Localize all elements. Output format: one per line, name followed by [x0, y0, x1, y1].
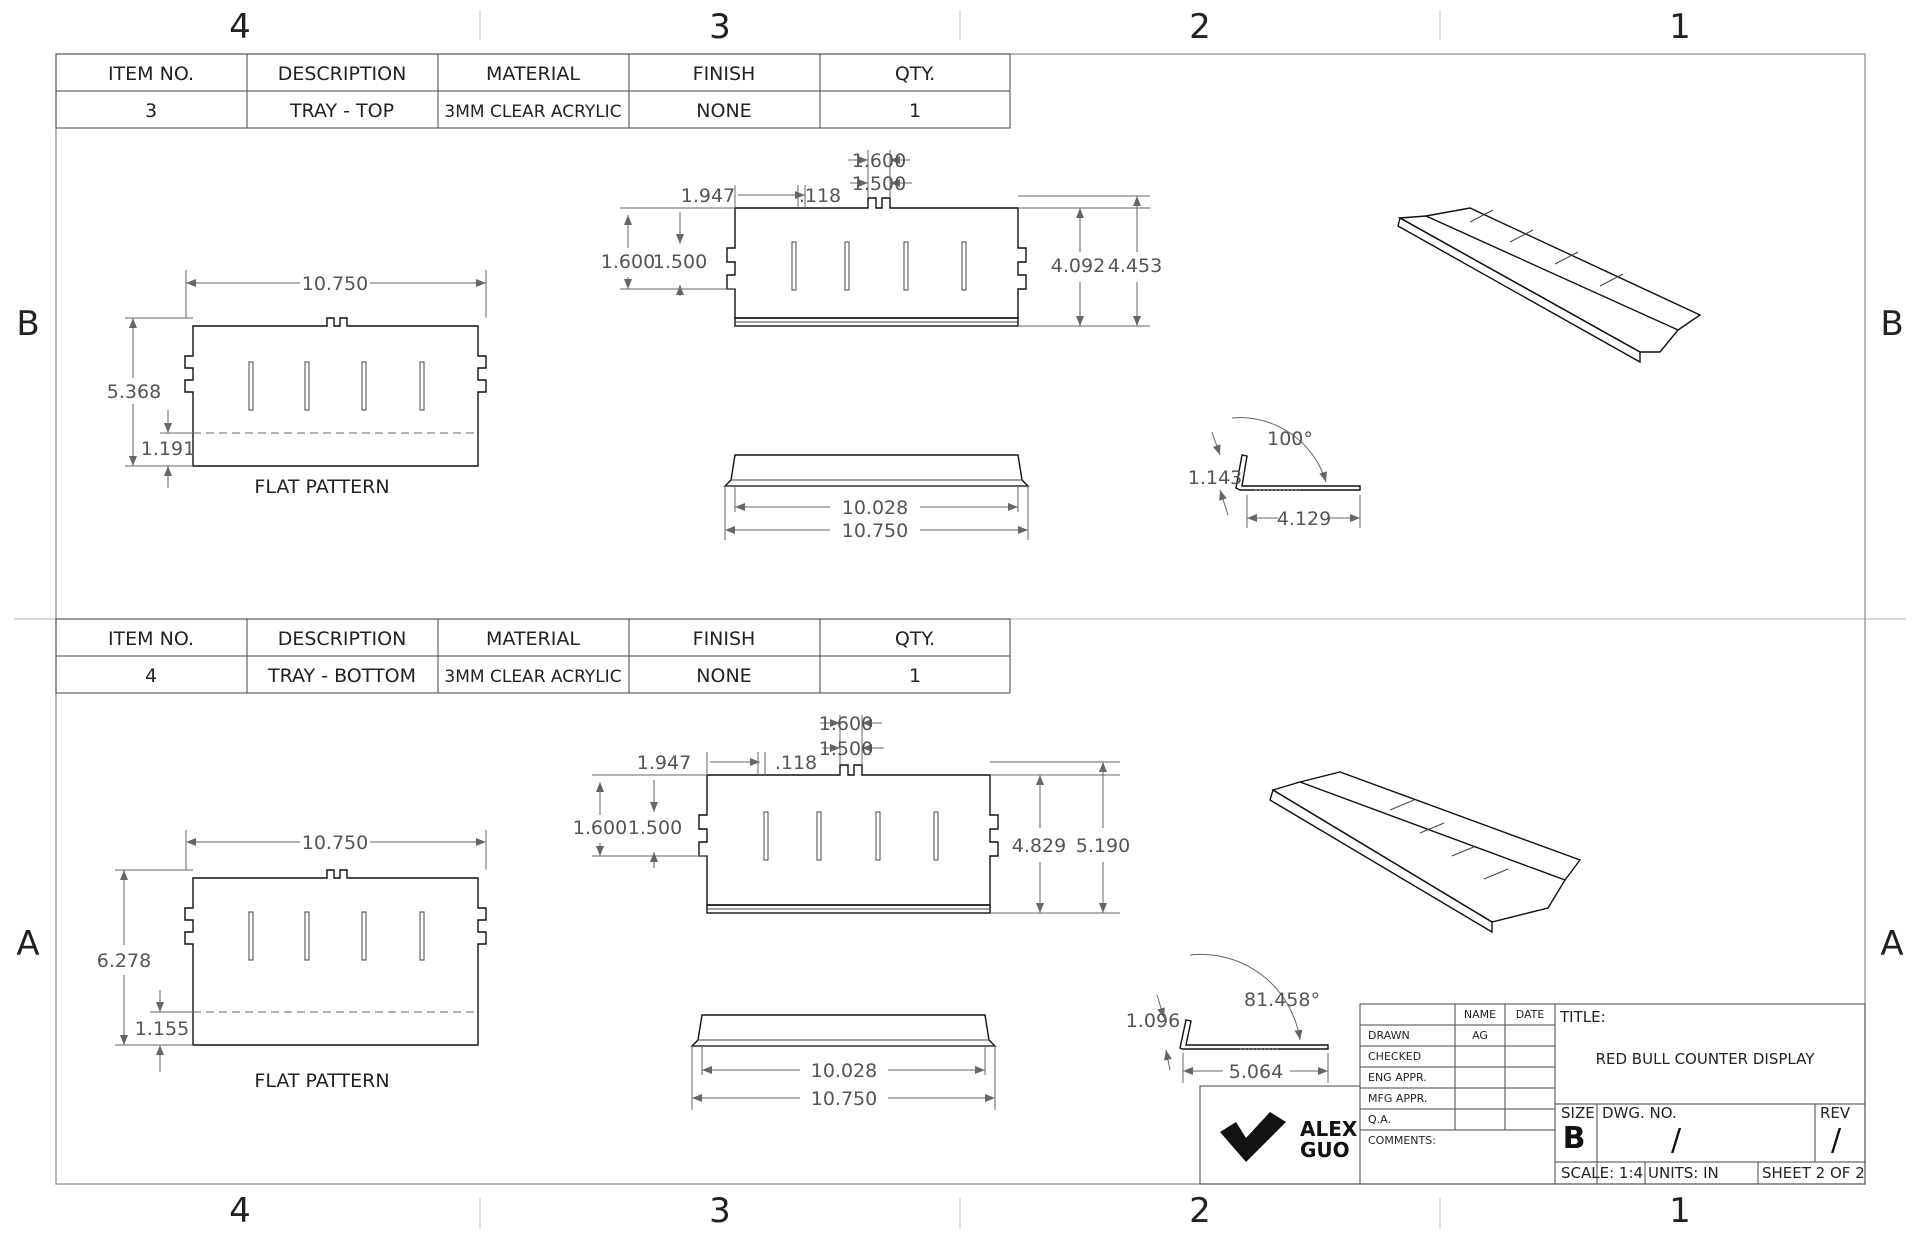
- dim-bottom-side-angle: 81.458°: [1244, 989, 1320, 1011]
- zone-row-left-A: A: [16, 924, 40, 964]
- tb-title: RED BULL COUNTER DISPLAY: [1595, 1050, 1815, 1068]
- flat-pattern-top: [107, 270, 486, 498]
- bom-top-cell-qty: 1: [908, 100, 922, 122]
- zone-col-top-4: 4: [229, 7, 251, 47]
- tb-scale: SCALE: 1:4: [1561, 1164, 1644, 1182]
- bom-bottom-header-item: ITEM NO.: [107, 628, 195, 650]
- tb-row-drawn: DRAWN: [1368, 1029, 1410, 1042]
- bom-bottom-cell-item: 4: [144, 665, 158, 687]
- side-view-bottom: [1126, 954, 1328, 1083]
- bom-bottom-header-material: MATERIAL: [486, 628, 580, 650]
- bom-top-cell-material: 3MM CLEAR ACRYLIC: [444, 102, 622, 122]
- front-view-top: [601, 150, 1162, 326]
- bom-top-header-finish: FINISH: [692, 63, 756, 85]
- zone-col-bottom-3: 3: [709, 1191, 731, 1231]
- dim-bottom-gap: .118: [774, 752, 818, 774]
- dim-top-side-angle: 100°: [1267, 428, 1313, 450]
- dim-bottom-side-slot-inner: 1.500: [627, 817, 683, 839]
- dim-top-side-length: 4.129: [1276, 508, 1332, 530]
- dim-top-flat-bend: 1.191: [140, 438, 196, 460]
- zone-row-right-A: A: [1880, 924, 1904, 964]
- tb-row-eng-appr: ENG APPR.: [1368, 1071, 1427, 1084]
- bom-table-top: [56, 54, 1010, 128]
- dim-top-slot-width: 1.600: [851, 150, 907, 172]
- dim-bottom-slot-inner: 1.500: [818, 738, 874, 760]
- bottom-view-top: [725, 455, 1028, 542]
- dim-top-side-slot-inner: 1.500: [652, 251, 708, 273]
- tb-row-qa: Q.A.: [1368, 1113, 1391, 1126]
- bom-top-header-material: MATERIAL: [486, 63, 580, 85]
- tb-row-checked: CHECKED: [1368, 1050, 1422, 1063]
- side-view-top: [1188, 418, 1360, 530]
- bom-bottom-cell-material: 3MM CLEAR ACRYLIC: [444, 667, 622, 687]
- zone-col-bottom-2: 2: [1189, 1191, 1211, 1231]
- zone-row-left-B: B: [16, 304, 40, 344]
- tb-row-mfg-appr: MFG APPR.: [1368, 1092, 1428, 1105]
- dim-bottom-offset: 1.947: [636, 752, 692, 774]
- dim-top-flat-height: 5.368: [106, 381, 162, 403]
- tb-col-date: DATE: [1515, 1008, 1545, 1021]
- front-view-bottom: [573, 713, 1130, 913]
- logo-line2: GUO: [1300, 1138, 1350, 1162]
- dim-top-side-lip: 1.143: [1187, 467, 1243, 489]
- tb-title-label: TITLE:: [1560, 1008, 1606, 1026]
- dim-bottom-depth-inner: 4.829: [1011, 835, 1067, 857]
- title-block: [1200, 1004, 1865, 1184]
- tb-dwg-label: DWG. NO.: [1602, 1104, 1677, 1122]
- dim-bottom-flat-bend: 1.155: [134, 1018, 190, 1040]
- dim-top-slot-inner: 1.500: [851, 173, 907, 195]
- bom-top-cell-description: TRAY - TOP: [289, 100, 395, 122]
- dim-bottom-bottom-outer: 10.750: [810, 1088, 878, 1110]
- bom-bottom-header-qty: QTY.: [894, 628, 936, 650]
- tb-units: UNITS: IN: [1648, 1164, 1719, 1182]
- tb-drawn-name: AG: [1472, 1029, 1488, 1042]
- bom-top-header-description: DESCRIPTION: [277, 63, 407, 85]
- dim-bottom-side-length: 5.064: [1228, 1061, 1284, 1083]
- tb-size-label: SIZE: [1561, 1104, 1595, 1122]
- zone-col-top-3: 3: [709, 7, 731, 47]
- bottom-view-bottom: [692, 1015, 995, 1110]
- bom-top-cell-item: 3: [144, 100, 158, 122]
- check-pen-icon: [1220, 1112, 1286, 1162]
- dim-bottom-side-lip: 1.096: [1125, 1010, 1181, 1032]
- bom-bottom-cell-qty: 1: [908, 665, 922, 687]
- tb-col-name: NAME: [1463, 1008, 1497, 1021]
- dim-bottom-side-slot-outer: 1.600: [572, 817, 628, 839]
- bom-bottom-cell-description: TRAY - BOTTOM: [268, 665, 416, 687]
- tb-size: B: [1562, 1121, 1586, 1156]
- dim-bottom-depth-outer: 5.190: [1075, 835, 1131, 857]
- bom-table-bottom: [56, 619, 1010, 693]
- dim-top-offset: 1.947: [680, 185, 736, 207]
- label-bottom-flat-pattern: FLAT PATTERN: [254, 1070, 390, 1092]
- label-top-flat-pattern: FLAT PATTERN: [254, 476, 390, 498]
- tb-sheet: SHEET 2 OF 2: [1762, 1164, 1865, 1182]
- alex-guo-logo: [1220, 1112, 1358, 1162]
- dim-top-gap: .118: [798, 185, 842, 207]
- isometric-view-bottom: [1270, 772, 1580, 932]
- dim-top-depth-outer: 4.453: [1107, 255, 1163, 277]
- tb-rev-label: REV: [1820, 1104, 1851, 1122]
- dim-bottom-flat-height: 6.278: [96, 950, 152, 972]
- bom-bottom-cell-finish: NONE: [696, 665, 752, 687]
- bom-top-header-item: ITEM NO.: [107, 63, 195, 85]
- dim-top-side-slot-outer: 1.600: [600, 251, 656, 273]
- tb-rev: /: [1830, 1123, 1842, 1158]
- zone-col-top-2: 2: [1189, 7, 1211, 47]
- zone-col-bottom-1: 1: [1669, 1191, 1691, 1231]
- dim-bottom-flat-width: 10.750: [301, 832, 369, 854]
- dim-top-bottom-inner: 10.028: [841, 497, 909, 519]
- bom-top-header-qty: QTY.: [894, 63, 936, 85]
- tb-row-comments: COMMENTS:: [1368, 1134, 1436, 1147]
- dim-bottom-slot-width: 1.600: [818, 713, 874, 735]
- tb-dwg-no: /: [1670, 1123, 1682, 1158]
- logo-line1: ALEX: [1300, 1117, 1358, 1141]
- dim-top-depth-inner: 4.092: [1050, 255, 1106, 277]
- dim-bottom-bottom-inner: 10.028: [810, 1060, 878, 1082]
- zone-col-top-1: 1: [1669, 7, 1691, 47]
- bom-bottom-header-description: DESCRIPTION: [277, 628, 407, 650]
- bom-bottom-header-finish: FINISH: [692, 628, 756, 650]
- zone-row-right-B: B: [1880, 304, 1904, 344]
- flat-pattern-bottom: [97, 830, 486, 1092]
- zone-col-bottom-4: 4: [229, 1191, 251, 1231]
- dim-top-flat-width: 10.750: [301, 273, 369, 295]
- dim-top-bottom-outer: 10.750: [841, 520, 909, 542]
- isometric-view-top: [1398, 208, 1700, 362]
- bom-top-cell-finish: NONE: [696, 100, 752, 122]
